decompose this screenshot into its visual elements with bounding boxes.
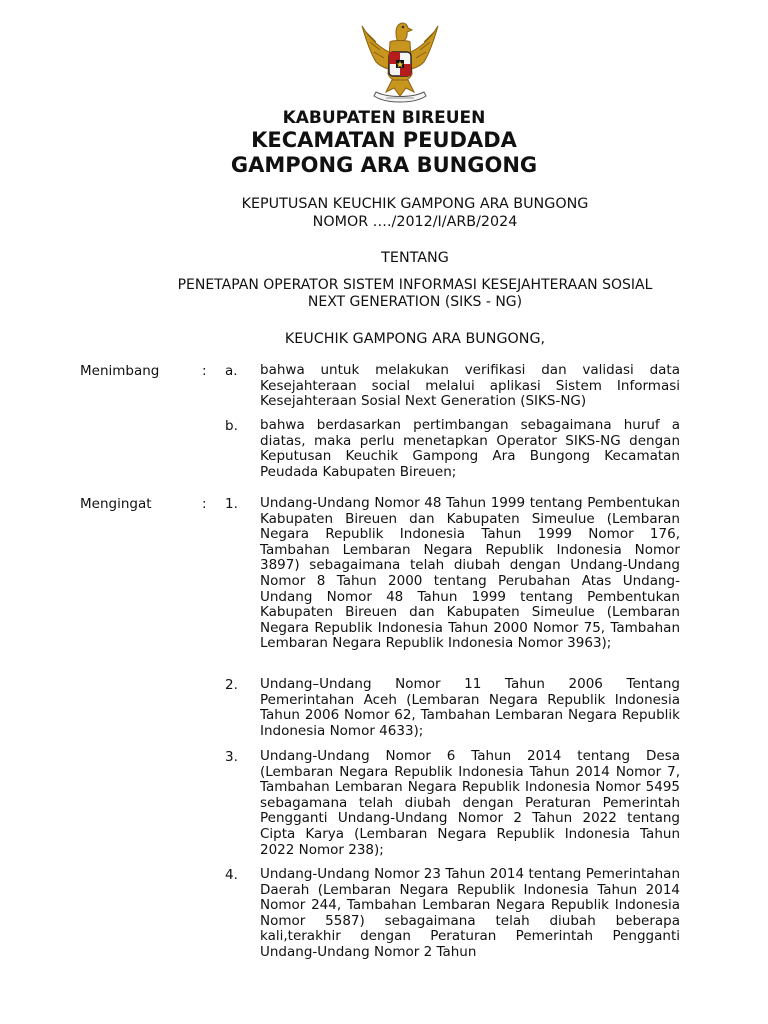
authority-heading: KEUCHIK GAMPONG ARA BUNGONG, — [284, 331, 546, 347]
mengingat-item-3: Undang-Undang Nomor 6 Tahun 2014 tentang Desa (Lembaran Negara Republik Indonesia Tahun 2014 Nomor 7, Tambahan Lembaran Negara Republik Indonesia Nomor 5495 sebagamana telah diubah dengan Peraturan Pemerintah Pengganti Undang-Undang Nomor 2 Tahun 2022 tentang Cipta Karya (Lembaran Negara Republik Indonesia Tahun 2022 Nomor 238); — [260, 748, 680, 858]
menimbang-marker-a: a. — [225, 363, 238, 379]
menimbang-item-a: bahwa untuk melakukan verifikasi dan validasi data Kesejahteraan social melalui aplikasi Sistem Informasi Kesejahteraan Sosial Next Generation (SIKS-NG) — [260, 362, 680, 410]
about-heading: TENTANG — [381, 250, 449, 266]
mengingat-colon: : — [202, 496, 207, 512]
decision-number: NOMOR …./2012/I/ARB/2024 — [312, 214, 518, 230]
district-title: KECAMATAN PEUDADA — [251, 128, 517, 152]
mengingat-marker-2: 2. — [225, 677, 238, 693]
mengingat-item-1: Undang-Undang Nomor 48 Tahun 1999 tentang Pembentukan Kabupaten Bireuen dan Kabupaten Simeulue (Lembaran Negara Republik Indonesia Tahun 1999 Nomor 176, Tambahan Lembaran Negara Republik Indonesia Nomor 3897) sebagaimana telah diubah dengan Undang-Undang Nomor 8 Tahun 2000 tentang Perubahan Atas Undang-Undang Nomor 48 Tahun 1999 tentang Pembentukan Kabupaten Bireuen dan Kabupaten Simeulue (Lembaran Negara Republik Indonesia Tahun 2000 Nomor 75, Tambahan Lembaran Negara Republik Indonesia Nomor 3963); — [260, 495, 680, 652]
menimbang-label: Menimbang — [80, 363, 160, 379]
mengingat-label: Mengingat — [80, 496, 152, 512]
mengingat-marker-3: 3. — [225, 749, 238, 765]
village-title: GAMPONG ARA BUNGONG — [230, 153, 538, 177]
mengingat-item-2: Undang–Undang Nomor 11 Tahun 2006 Tentang Pemerintahan Aceh (Lembaran Negara Republik Indonesia Tahun 2006 Nomor 62, Tambahan Lembaran Negara Republik Indonesia Nomor 4633); — [260, 676, 680, 739]
subject-line-2: NEXT GENERATION (SIKS - NG) — [307, 294, 523, 310]
subject-line-1: PENETAPAN OPERATOR SISTEM INFORMASI KESEJAHTERAAN SOSIAL — [177, 277, 653, 293]
garuda-emblem-icon — [352, 12, 448, 108]
mengingat-marker-4: 4. — [225, 867, 238, 883]
decision-title: KEPUTUSAN KEUCHIK GAMPONG ARA BUNGONG — [241, 196, 589, 212]
mengingat-marker-1: 1. — [225, 496, 238, 512]
mengingat-item-4: Undang-Undang Nomor 23 Tahun 2014 tentang Pemerintahan Daerah (Lembaran Negara Republik Indonesia Tahun 2014 Nomor 244, Tambahan Lembaran Negara Republik Indonesia Nomor 5587) sebagaimana telah diubah beberapa kali,terakhir dengan Peraturan Pemerintah Pengganti Undang-Undang Nomor 2 Tahun — [260, 866, 680, 960]
regency-title: KABUPATEN BIREUEN — [282, 108, 486, 128]
menimbang-marker-b: b. — [225, 418, 238, 434]
menimbang-colon: : — [202, 363, 207, 379]
menimbang-item-b: bahwa berdasarkan pertimbangan sebagaimana huruf a diatas, maka perlu menetapkan Operator SIKS-NG dengan Keputusan Keuchik Gampong Ara Bungong Kecamatan Peudada Kabupaten Bireuen; — [260, 417, 680, 480]
